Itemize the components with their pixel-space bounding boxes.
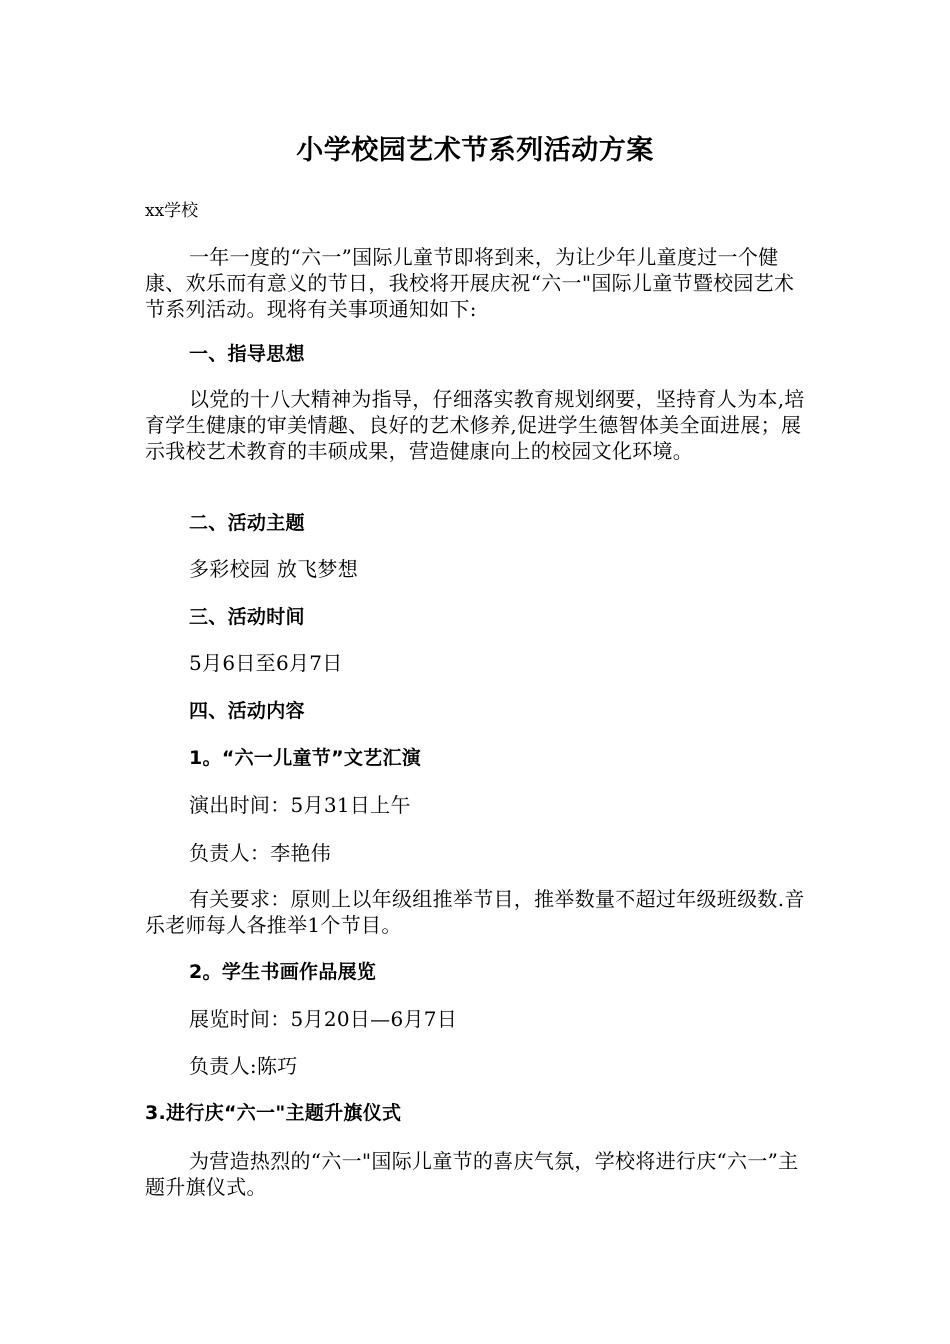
item3-heading: 3.进行庆“六一"主题升旗仪式 — [145, 1102, 402, 1124]
school-name: xx学校 — [145, 201, 199, 221]
item3-paragraph: 为营造热烈的“六一"国际儿童节的喜庆气氛，学校将进行庆“六一”主题升旗仪式。 — [145, 1149, 799, 1199]
item2-person: 负责人:陈巧 — [189, 1054, 298, 1078]
time-text: 5月6日至6月7日 — [189, 651, 343, 675]
document-title: 小学校园艺术节系列活动方案 — [296, 135, 654, 166]
theme-text: 多彩校园 放飞梦想 — [189, 557, 359, 581]
item1-requirements: 有关要求：原则上以年级组推举节目，推举数量不超过年级班级数.音乐老师每人各推举1个节目。 — [145, 887, 805, 937]
intro-paragraph: 一年一度的“六一”国际儿童节即将到来，为让少年儿童度过一个健康、欢乐而有意义的节日，我校将开展庆祝“六一"国际儿童节暨校园艺术节系列活动。现将有关事项通知如下: — [145, 245, 795, 321]
item2-time: 展览时间：5月20日—6月7日 — [189, 1007, 458, 1031]
section-heading-theme: 二、活动主题 — [189, 512, 305, 534]
item1-time: 演出时间：5月31日上午 — [189, 793, 411, 817]
item2-heading: 2。学生书画作品展览 — [189, 961, 377, 983]
item1-person: 负责人：李艳伟 — [189, 841, 332, 865]
section-heading-time: 三、活动时间 — [189, 606, 305, 628]
item1-heading: 1。“六一儿童节”文艺汇演 — [189, 747, 422, 769]
section-heading-content: 四、活动内容 — [189, 700, 305, 722]
guiding-thought-paragraph: 以党的十八大精神为指导，仔细落实教育规划纲要，坚持育人为本,培育学生健康的审美情趣、良好的艺术修养,促进学生德智体美全面进展；展示我校艺术教育的丰硕成果，营造健康向上的校园文化环境。 — [145, 387, 805, 463]
section-heading-guiding-thought: 一、指导思想 — [189, 343, 305, 365]
